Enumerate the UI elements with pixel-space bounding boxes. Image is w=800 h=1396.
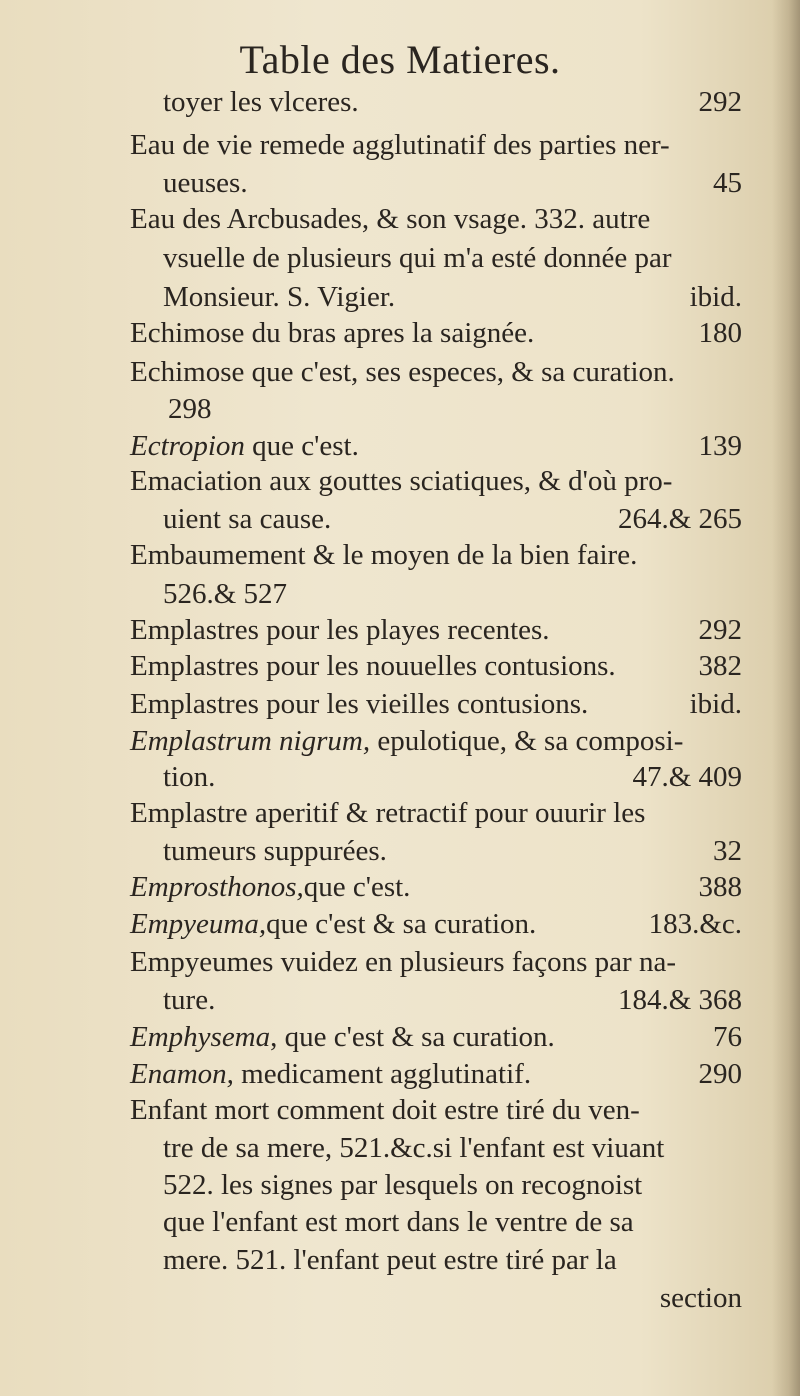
entry-text (130, 723, 683, 759)
entry-text: toyer les vlceres. (163, 86, 359, 118)
entry-text: ture. (163, 984, 216, 1016)
index-line (0, 1092, 800, 1128)
entry-text (130, 1019, 555, 1055)
entry-rest: medicament agglutinatif. (233, 1058, 532, 1090)
entry-rest: que c'est. (244, 430, 359, 462)
entry-text (130, 1056, 531, 1092)
entry-text: tumeurs suppurées. (163, 835, 387, 867)
index-line (0, 127, 800, 163)
index-line (0, 84, 800, 120)
entry-page: 32 (713, 835, 742, 867)
entry-text (130, 869, 410, 905)
index-line (0, 1130, 800, 1166)
index-line (0, 240, 800, 276)
entry-text: Echimose du bras apres la saignée. (130, 317, 535, 349)
entry-text: section (659, 1282, 742, 1314)
entry-page: 292 (698, 86, 742, 118)
entry-page: 290 (698, 1058, 742, 1090)
index-line (0, 906, 800, 942)
index-line (0, 795, 800, 831)
entry-page: 264.& 265 (617, 503, 742, 535)
entry-page: 388 (698, 871, 742, 903)
entry-page: 45 (713, 167, 742, 199)
entry-text: tre de sa mere, 521.&c.si l'enfant est viuant (163, 1132, 665, 1164)
entry-text (130, 428, 359, 464)
index-line (0, 869, 800, 905)
entry-text: 522. les signes par lesquels on recognoist (163, 1169, 643, 1201)
entry-text: Emplastre aperitif & retractif pour ouurir les (130, 797, 646, 829)
entry-page: 180 (698, 317, 742, 349)
index-line (0, 686, 800, 722)
entry-rest: que c'est & sa curation. (266, 908, 537, 940)
entry-text: Emplastres pour les vieilles contusions. (130, 688, 589, 720)
index-line (0, 1056, 800, 1092)
entry-text: Embaumement & le moyen de la bien faire. (130, 539, 638, 571)
index-line (0, 723, 800, 759)
entry-text: Eau des Arcbusades, & son vsage. 332. autre (130, 203, 651, 235)
entry-text: Enfant mort comment doit estre tiré du ven- (130, 1094, 640, 1126)
entry-text: Empyeumes vuidez en plusieurs façons par na- (130, 946, 676, 978)
index-line (0, 279, 800, 315)
entry-headword: Empyeuma, (130, 908, 267, 940)
entry-text: Eau de vie remede agglutinatif des parties ner- (130, 129, 670, 161)
entry-text: 526.& 527 (163, 578, 288, 610)
index-line (0, 537, 800, 573)
entry-page: 382 (698, 650, 742, 682)
index-line (0, 165, 800, 201)
index-line (0, 354, 800, 390)
index-line (0, 612, 800, 648)
index-line (0, 391, 800, 427)
entry-page: 139 (698, 430, 742, 462)
entry-headword: Ectropion (130, 430, 245, 462)
entry-text: uient sa cause. (163, 503, 332, 535)
entry-text: Emplastres pour les nouuelles contusions. (130, 650, 616, 682)
entry-page: ibid. (689, 281, 742, 313)
index-line (0, 576, 800, 612)
entry-text: Echimose que c'est, ses especes, & sa curation. (130, 356, 675, 388)
entry-page: 76 (713, 1021, 742, 1053)
entry-text: mere. 521. l'enfant peut estre tiré par la (163, 1244, 617, 1276)
index-line (0, 648, 800, 684)
entry-text: tion. (163, 761, 216, 793)
index-line (0, 315, 800, 351)
index-line (0, 428, 800, 464)
index-line (0, 463, 800, 499)
entry-text: vsuelle de plusieurs qui m'a esté donnée par (163, 242, 672, 274)
entry-rest: epulotique, & sa composi- (370, 725, 684, 757)
index-line (0, 1242, 800, 1278)
entry-text: Monsieur. S. Vigier. (163, 281, 396, 313)
entry-page: 184.& 368 (617, 984, 742, 1016)
index-line (0, 1280, 800, 1316)
index-line (0, 759, 800, 795)
entry-page: ibid. (689, 688, 742, 720)
entry-text: que l'enfant est mort dans le ventre de sa (163, 1206, 634, 1238)
entry-text: 298 (168, 393, 212, 425)
entry-headword: Emprosthonos, (130, 871, 304, 903)
index-line (0, 1204, 800, 1240)
index-line (0, 944, 800, 980)
entry-rest: , que c'est & sa curation. (270, 1021, 555, 1053)
entry-text: Emaciation aux gouttes sciatiques, & d'où pro- (130, 465, 673, 497)
index-line (0, 982, 800, 1018)
entry-headword: Enamon, (130, 1058, 234, 1090)
page-header: Table des Matieres. (239, 37, 561, 82)
entry-headword: Emphysema (130, 1021, 271, 1053)
entry-page: 292 (698, 614, 742, 646)
index-line (0, 501, 800, 537)
index-line (0, 201, 800, 237)
entry-rest: que c'est. (303, 871, 411, 903)
index-line (0, 833, 800, 869)
entry-text: Emplastres pour les playes recentes. (130, 614, 550, 646)
entry-text (130, 906, 536, 942)
entry-text: ueuses. (163, 167, 248, 199)
index-line (0, 1167, 800, 1203)
entry-page: 183.&c. (648, 908, 742, 940)
entry-headword: Emplastrum nigrum, (130, 725, 371, 757)
index-line (0, 1019, 800, 1055)
entry-page: 47.& 409 (632, 761, 742, 793)
